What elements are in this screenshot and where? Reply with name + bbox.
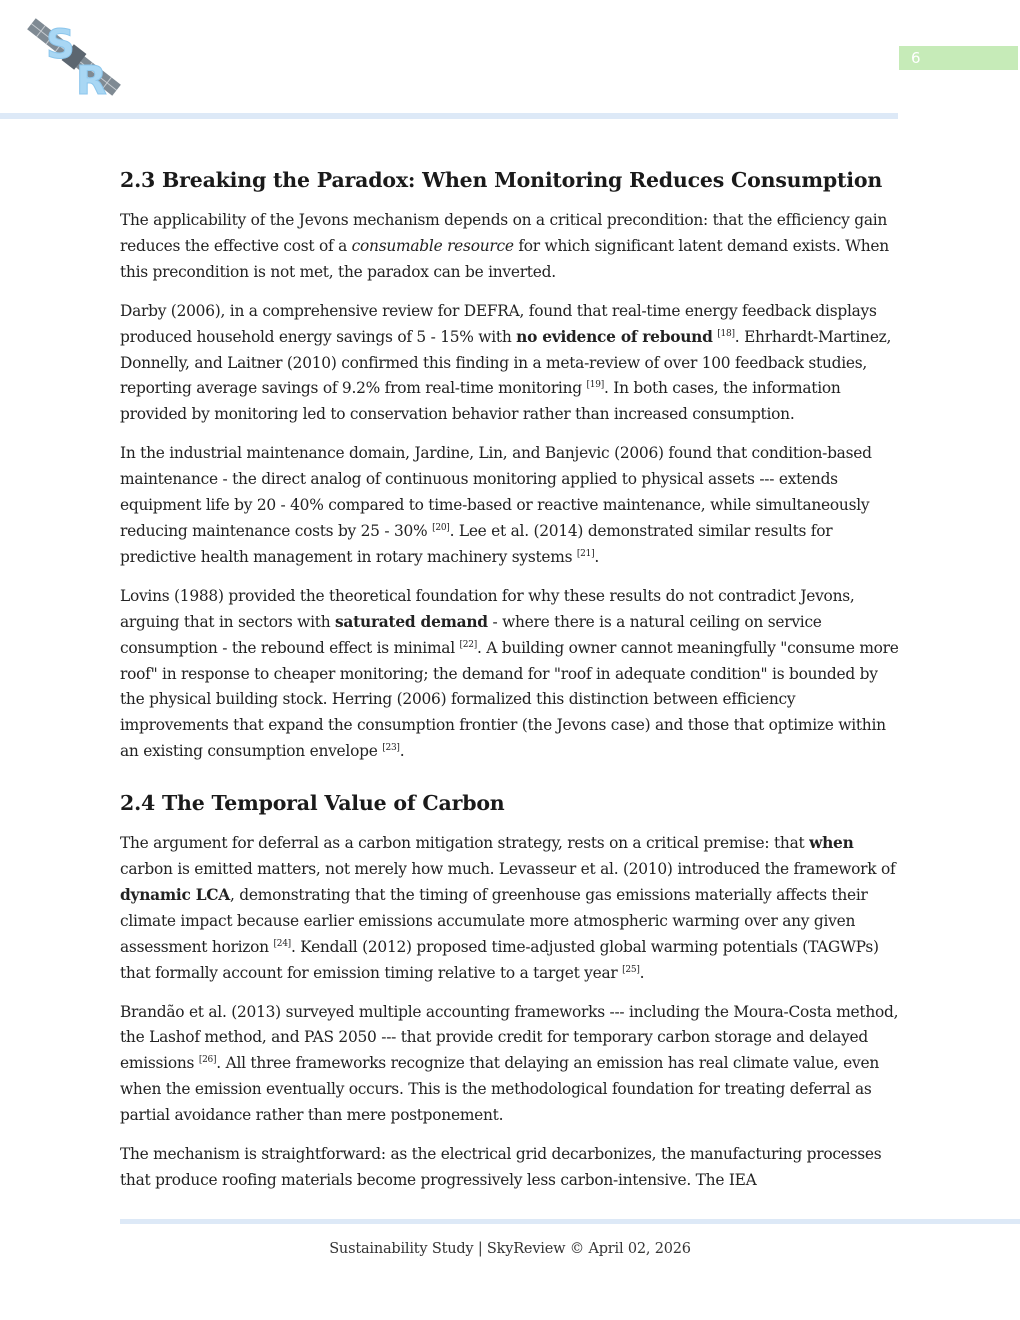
citation-ref: [18]	[717, 328, 735, 339]
bold-text: no evidence of rebound	[516, 327, 713, 346]
citation-ref: [20]	[432, 522, 450, 533]
citation-ref: [24]	[273, 938, 291, 949]
body-paragraph	[120, 584, 902, 765]
text-run: . Ehrhardt-Martinez, Donnelly, and Laitner (2010) confirmed this finding in a meta-review of over 100 feedback studies, reporting average savings of 9.2% from real-time monitoring	[120, 327, 892, 398]
text-run: .	[399, 742, 405, 761]
text-run: .	[639, 963, 645, 982]
text-run: for which significant latent demand exists. When this precondition is not met, the paradox can be inverted.	[120, 236, 889, 281]
citation-ref: [19]	[586, 380, 604, 391]
company-logo	[26, 14, 122, 100]
text-run: . In both cases, the information provided by monitoring led to conservation behavior rather than increased consumption.	[120, 379, 841, 424]
text-run: Brandão et al. (2013) surveyed multiple accounting frameworks --- including the Moura-Costa method, the Lashof method, and PAS 2050 --- that provide credit for temporary carbon storage and delayed emissions	[120, 1002, 899, 1073]
document-body	[120, 168, 902, 1207]
page-footer: Sustainability Study | SkyReview © April 02, 2026	[329, 1241, 691, 1257]
text-run: The mechanism is straightforward: as the electrical grid decarbonizes, the manufacturing processes that produce roofing materials become progressively less carbon-intensive. The IEA	[120, 1145, 882, 1189]
body-paragraph	[120, 299, 902, 429]
text-run: . All three frameworks recognize that delaying an emission has real climate value, even when the emission eventually occurs. This is the methodological foundation for treating deferral as partial avoidance rather than mere postponement.	[120, 1054, 879, 1125]
page-number: 6	[899, 46, 1018, 70]
body-paragraph	[120, 208, 902, 286]
footer-divider	[120, 1219, 1020, 1224]
text-run: The applicability of the Jevons mechanism depends on a critical precondition: that the efficiency gain reduces the effective cost of a	[120, 211, 888, 255]
logo-letter-s: S	[46, 22, 75, 68]
text-run: . Lee et al. (2014) demonstrated similar results for predictive health management in rotary machinery systems	[120, 521, 833, 566]
text-run: - where there is a natural ceiling on service consumption - the rebound effect is minimal	[120, 612, 822, 657]
bold-text: when	[809, 834, 854, 853]
text-run: , demonstrating that the timing of greenhouse gas emissions materially affects their climate impact because earlier emissions accumulate more atmospheric warming over any given assessment horizon	[120, 885, 868, 956]
logo-letter-r: R	[76, 58, 107, 100]
citation-ref: [25]	[622, 964, 640, 975]
bold-text: dynamic LCA	[120, 885, 230, 904]
text-run: Lovins (1988) provided the theoretical foundation for why these results do not contradict Jevons, arguing that in sectors with	[120, 586, 855, 631]
body-paragraph	[120, 1000, 902, 1130]
body-paragraph	[120, 831, 902, 986]
text-run: carbon is emitted matters, not merely how much. Levasseur et al. (2010) introduced the framework of	[120, 860, 896, 879]
section-heading: 2.4 The Temporal Value of Carbon	[120, 791, 505, 816]
text-run: In the industrial maintenance domain, Jardine, Lin, and Banjevic (2006) found that condition-based maintenance - the direct analog of continuous monitoring applied to physical assets --- extends equipment life by 20 - 40% compared to time-based or reactive maintenance, while simultaneously reducing maintenance costs by 25 - 30%	[120, 444, 872, 540]
text-run: . A building owner cannot meaningfully "consume more roof" in response to cheaper monitoring; the demand for "roof in adequate condition" is bounded by the physical building stock. Herring (2006) formalized this distinction between efficiency improvements that expand the consumption frontier (the Jevons case) and those that optimize within an existing consumption envelope	[120, 638, 899, 761]
citation-ref: [23]	[382, 743, 400, 754]
body-paragraph	[120, 1142, 902, 1194]
citation-ref: [22]	[459, 639, 478, 650]
section-heading: 2.3 Breaking the Paradox: When Monitoring Reduces Consumption	[120, 168, 883, 192]
citation-ref: [26]	[198, 1055, 217, 1066]
text-run: . Kendall (2012) proposed time-adjusted global warming potentials (TAGWPs) that formally account for emission timing relative to a target year	[120, 937, 879, 982]
body-paragraph	[120, 441, 902, 571]
bold-text: saturated demand	[335, 612, 488, 631]
header-divider	[0, 113, 898, 119]
italic-text: consumable resource	[351, 236, 514, 255]
citation-ref: [21]	[576, 548, 595, 559]
text-run: .	[594, 547, 600, 566]
text-run: Darby (2006), in a comprehensive review for DEFRA, found that real-time energy feedback displays produced household energy savings of 5 - 15% with	[120, 301, 877, 346]
text-run: The argument for deferral as a carbon mitigation strategy, rests on a critical premise: that	[120, 834, 810, 853]
